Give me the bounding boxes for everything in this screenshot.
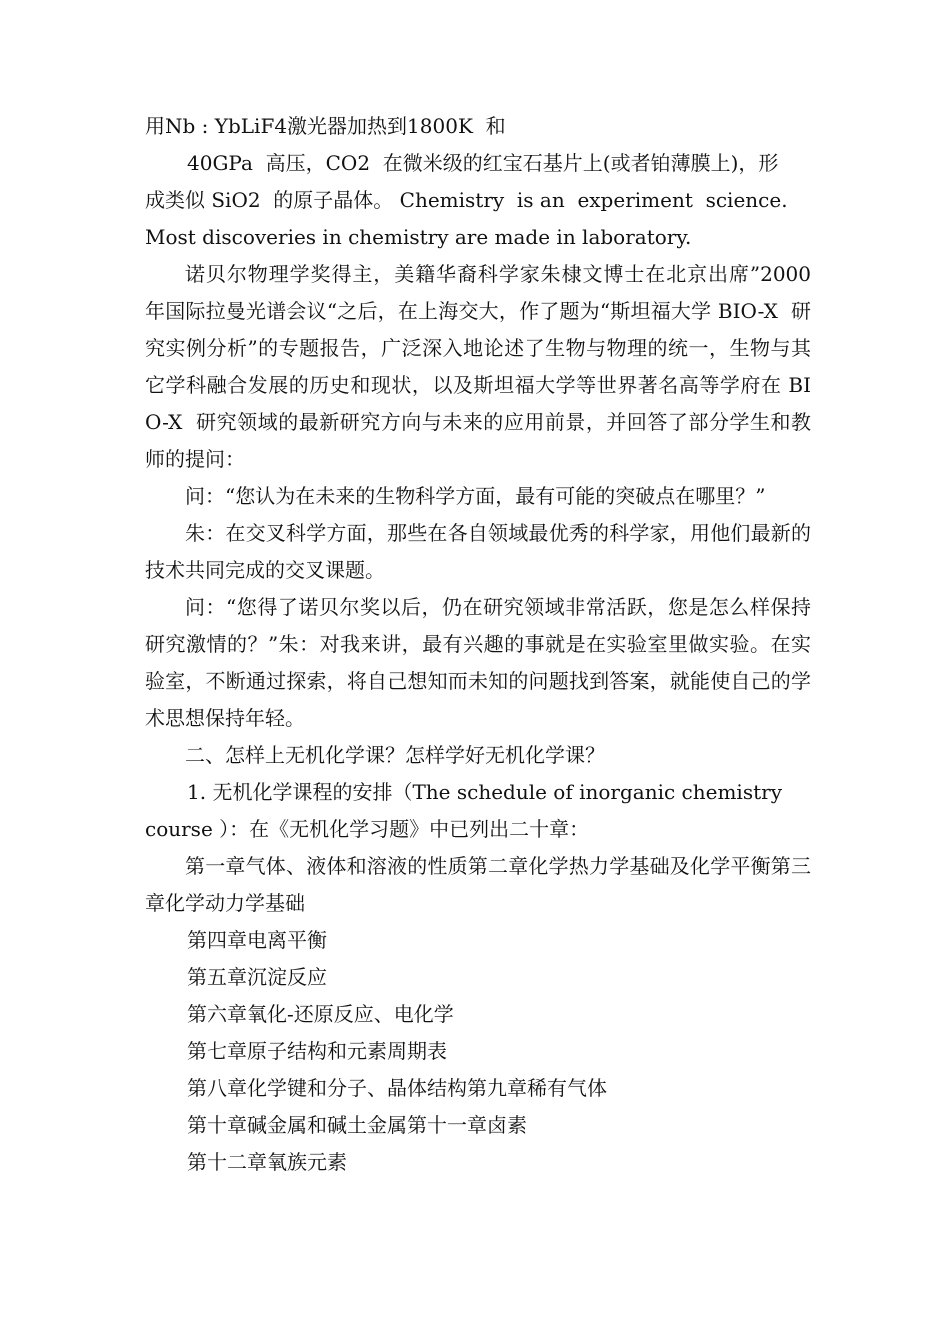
- chapter-list-item: 第十二章氧族元素: [187, 1150, 347, 1174]
- chapter-list-item: 第十章碱金属和碱土金属第十一章卤素: [187, 1113, 527, 1137]
- chapter-list-item: 第八章化学键和分子、晶体结构第九章稀有气体: [187, 1076, 607, 1100]
- text-line: 1. 无机化学课程的安排（The schedule of inorganic chemistry: [187, 780, 782, 804]
- text-line: 用Nb : YbLiF4激光器加热到1800K 和: [145, 114, 506, 138]
- document-page: [145, 108, 824, 1181]
- paragraph-laser-experiment: [145, 108, 811, 256]
- text-line: 成类似 SiO2 的原子晶体。 Chemistry is an experiment science.: [145, 188, 788, 212]
- section-heading: 二、怎样上无机化学课？怎样学好无机化学课？: [185, 743, 605, 767]
- paragraph-answer-1: 朱：在交叉科学方面，那些在各自领域最优秀的科学家，用他们最新的技术共同完成的交叉课题。: [145, 521, 811, 582]
- text-line: 40GPa 高压，CO2 在微米级的红宝石基片上(或者铂薄膜上)，形: [187, 151, 779, 175]
- text-line: course ）：在《无机化学习题》中已列出二十章：: [145, 817, 590, 841]
- paragraph-question-1: 问：“您认为在未来的生物科学方面，最有可能的突破点在哪里？”: [185, 484, 766, 508]
- chapter-list-item: 第七章原子结构和元素周期表: [187, 1039, 447, 1063]
- paragraph-question-answer-2: 问：“您得了诺贝尔奖以后，仍在研究领域非常活跃，您是怎么样保持研究激情的？”朱：对我来讲，最有兴趣的事就是在实验室里做实验。在实验室，不断通过探索，将自己想知而未知的问题找到答案，就能使自己的学术思想保持年轻。: [145, 595, 811, 730]
- paragraph-schedule: [145, 774, 811, 848]
- chapter-list-item: 第一章气体、液体和溶液的性质第二章化学热力学基础及化学平衡第三章化学动力学基础: [145, 854, 811, 915]
- chapter-list-item: 第五章沉淀反应: [187, 965, 327, 989]
- chapter-list-item: 第四章电离平衡: [187, 928, 327, 952]
- paragraph-zhu-intro: 诺贝尔物理学奖得主，美籍华裔科学家朱棣文博士在北京出席”2000 年国际拉曼光谱会议“之后，在上海交大，作了题为“斯坦福大学 BIO-X 研究实例分析”的专题报告，广泛深入地论述了生物与物理的统一，生物与其它学科融合发展的历史和现状，以及斯坦福大学等世界著名高等学府在 BIO-X 研究领域的最新研究方向与未来的应用前景，并回答了部分学生和教师的提问：: [145, 262, 824, 471]
- chapter-list-item: 第六章氧化-还原反应、电化学: [187, 1002, 454, 1026]
- text-line: Most discoveries in chemistry are made in laboratory.: [145, 225, 692, 249]
